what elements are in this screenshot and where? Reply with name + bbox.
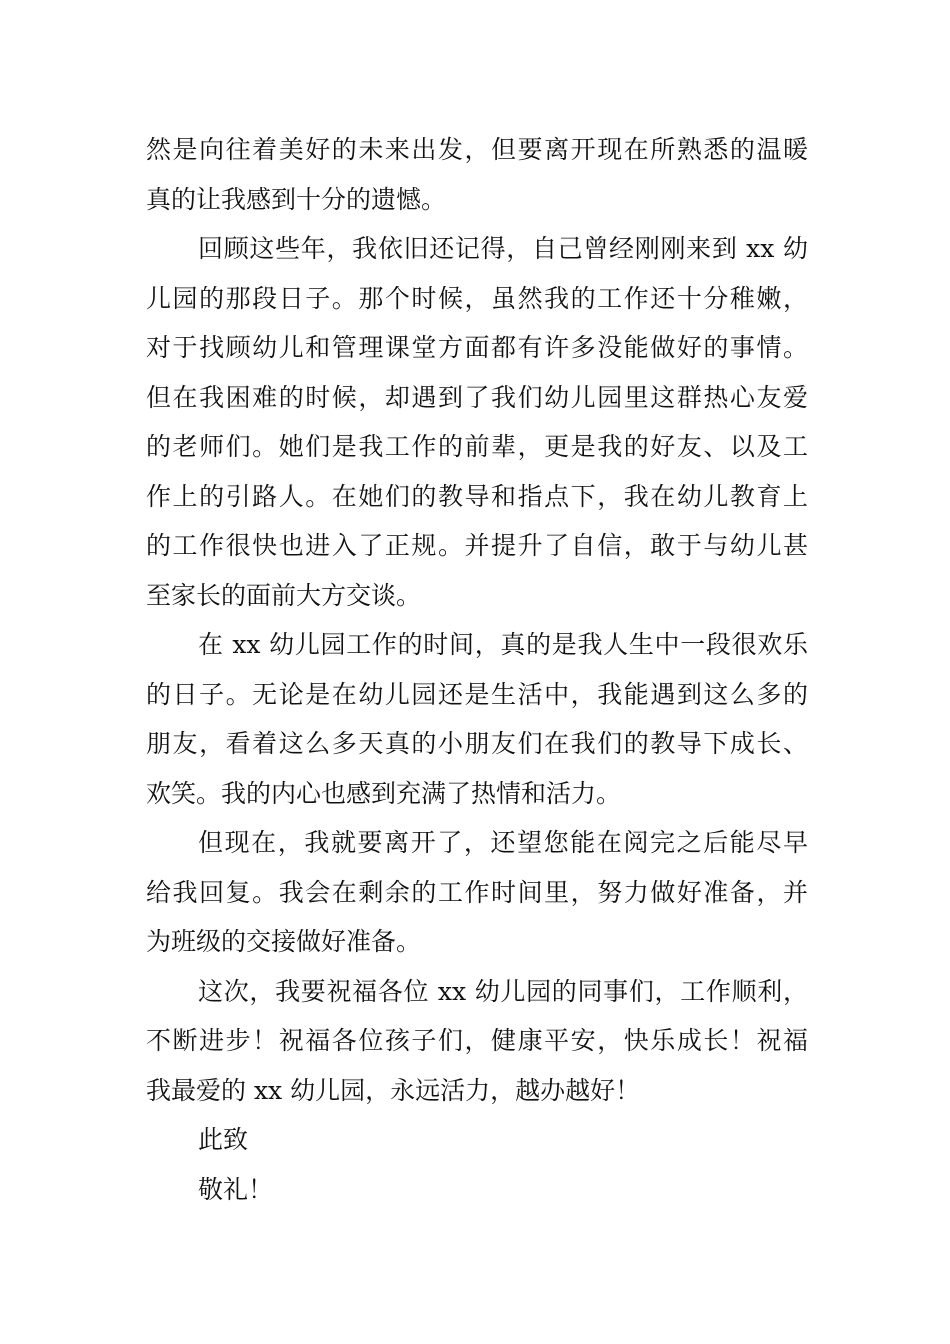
text-line: 的老师们。她们是我工作的前辈，更是我的好友、以及工	[146, 432, 808, 461]
text-line: 作上的引路人。在她们的教导和指点下，我在幼儿教育上	[146, 481, 808, 511]
text-line: 儿园的那段日子。那个时候，虽然我的工作还十分稚嫩，	[146, 283, 808, 313]
text-line: 至家长的面前大方交谈。	[146, 580, 422, 610]
paragraph-start-line: 这次，我要祝福各位 xx 幼儿园的同事们，工作顺利，	[198, 976, 808, 1006]
text-line: 朋友，看着这么多天真的小朋友们在我们的教导下成长、	[146, 729, 808, 758]
paragraph-start-line: 在 xx 幼儿园工作的时间，真的是我人生中一段很欢乐	[198, 630, 808, 659]
paragraph-start-line: 但现在，我就要离开了，还望您能在阅完之后能尽早	[198, 828, 808, 857]
text-line: 欢笑。我的内心也感到充满了热情和活力。	[146, 778, 622, 808]
text-line: 的工作很快也进入了正规。并提升了自信，敢于与幼儿甚	[146, 531, 808, 560]
text-line: 的日子。无论是在幼儿园还是生活中，我能遇到这么多的	[146, 679, 808, 709]
text-line: 不断进步！祝福各位孩子们，健康平安，快乐成长！祝福	[146, 1026, 808, 1055]
closing-regards: 敬礼！	[198, 1174, 274, 1204]
text-line: 为班级的交接做好准备。	[146, 927, 422, 956]
text-line: 给我回复。我会在剩余的工作时间里，努力做好准备，并	[146, 877, 808, 907]
text-line: 对于找顾幼儿和管理课堂方面都有许多没能做好的事情。	[146, 333, 808, 362]
text-line: 真的让我感到十分的遗憾。	[146, 184, 447, 214]
text-line: 但在我困难的时候，却遇到了我们幼儿园里这群热心友爱	[146, 382, 808, 412]
closing-salutation: 此致	[198, 1125, 249, 1154]
letter-body	[146, 125, 808, 1214]
paragraph-start-line: 回顾这些年，我依旧还记得，自己曾经刚刚来到 xx 幼	[198, 234, 808, 263]
text-line: 我最爱的 xx 幼儿园，永远活力，越办越好！	[146, 1075, 641, 1105]
text-line: 然是向往着美好的未来出发，但要离开现在所熟悉的温暖	[146, 135, 808, 164]
